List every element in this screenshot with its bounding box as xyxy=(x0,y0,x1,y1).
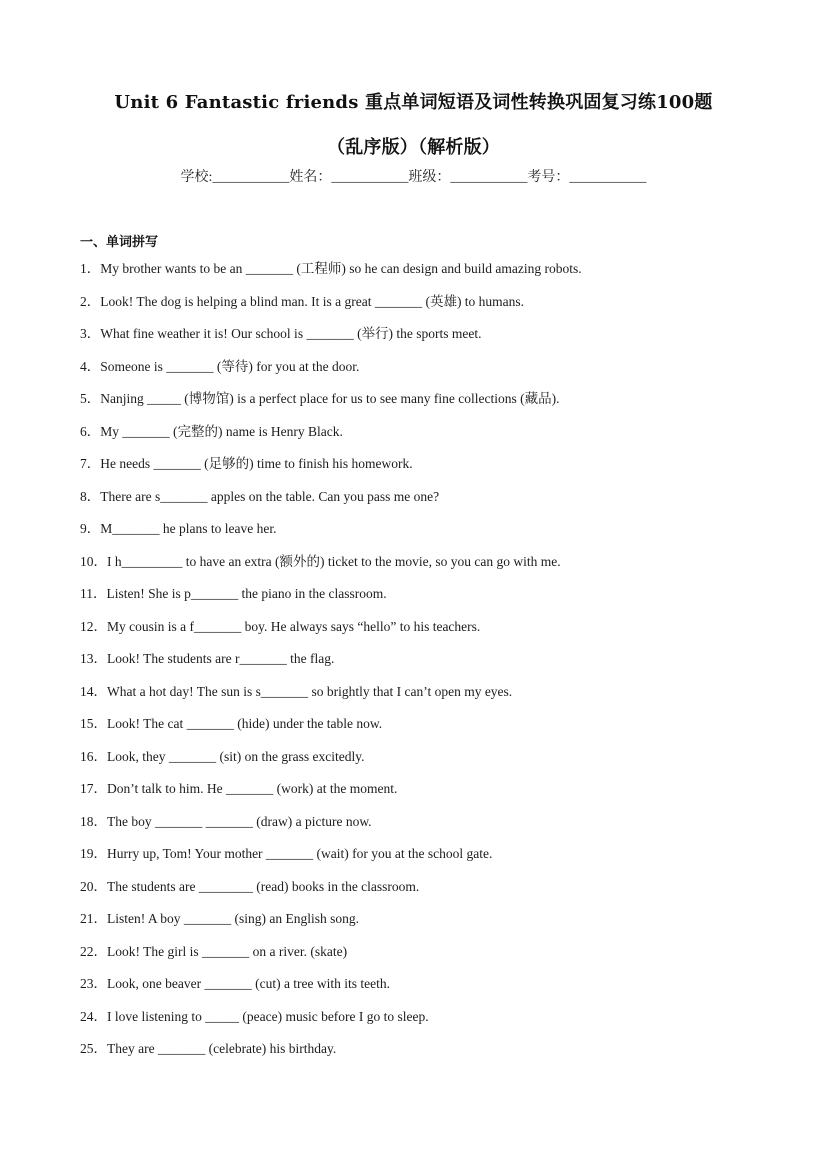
section-heading: 一、单词拼写 xyxy=(80,235,159,250)
question-item: 8．There are s_______ apples on the table. Can you pass me one? xyxy=(80,488,440,504)
question-item: 11．Listen! She is p_______ the piano in the classroom. xyxy=(80,586,387,601)
question-item: 3．What fine weather it is! Our school is _______ (举行) the sports meet. xyxy=(80,326,482,341)
question-item: 10．I h_________ to have an extra (额外的) ticket to the movie, so you can go with me. xyxy=(80,553,561,569)
question-item: 12．My cousin is a f_______ boy. He always says “hello” to his teachers. xyxy=(80,618,481,634)
question-item: 22．Look! The girl is _______ on a river. (skate) xyxy=(80,943,348,959)
question-item: 6．My _______ (完整的) name is Henry Black. xyxy=(80,423,343,439)
question-item: 4．Someone is _______ (等待) for you at the door. xyxy=(80,358,360,374)
question-item: 16．Look, they _______ (sit) on the grass excitedly. xyxy=(80,748,365,764)
question-item: 7．He needs _______ (足够的) time to finish his homework. xyxy=(80,456,413,471)
question-item: 24．I love listening to _____ (peace) music before I go to sleep. xyxy=(80,1008,429,1024)
question-item: 20．The students are ________ (read) books in the classroom. xyxy=(80,878,420,894)
document-title: Unit 6 Fantastic friends 重点单词短语及词性转换巩固复习练100题 xyxy=(114,92,713,113)
question-item: 5．Nanjing _____ (博物馆) is a perfect place for us to see many fine collections (藏品). xyxy=(80,391,560,406)
question-item: 1．My brother wants to be an _______ (工程师) so he can design and build amazing robots. xyxy=(80,261,582,276)
student-info-line: 学校:___________姓名：___________班级：___________考号：___________ xyxy=(180,170,647,185)
question-item: 9．M_______ he plans to leave her. xyxy=(80,521,277,536)
document-subtitle: （乱序版）（解析版） xyxy=(327,137,500,158)
question-item: 2．Look! The dog is helping a blind man. It is a great _______ (英雄) to humans. xyxy=(80,293,525,309)
question-item: 13．Look! The students are r_______ the flag. xyxy=(80,651,335,666)
question-item: 15．Look! The cat _______ (hide) under the table now. xyxy=(80,716,383,731)
question-item: 14．What a hot day! The sun is s_______ so brightly that I can’t open my eyes. xyxy=(80,683,513,699)
question-item: 19．Hurry up, Tom! Your mother _______ (wait) for you at the school gate. xyxy=(80,846,493,861)
question-item: 18．The boy _______ _______ (draw) a picture now. xyxy=(80,813,372,829)
question-item: 25．They are _______ (celebrate) his birthday. xyxy=(80,1041,337,1056)
question-item: 23．Look, one beaver _______ (cut) a tree with its teeth. xyxy=(80,976,391,991)
question-item: 17．Don’t talk to him. He _______ (work) at the moment. xyxy=(80,781,398,796)
question-list xyxy=(80,257,760,1070)
question-item: 21．Listen! A boy _______ (sing) an English song. xyxy=(80,911,359,926)
